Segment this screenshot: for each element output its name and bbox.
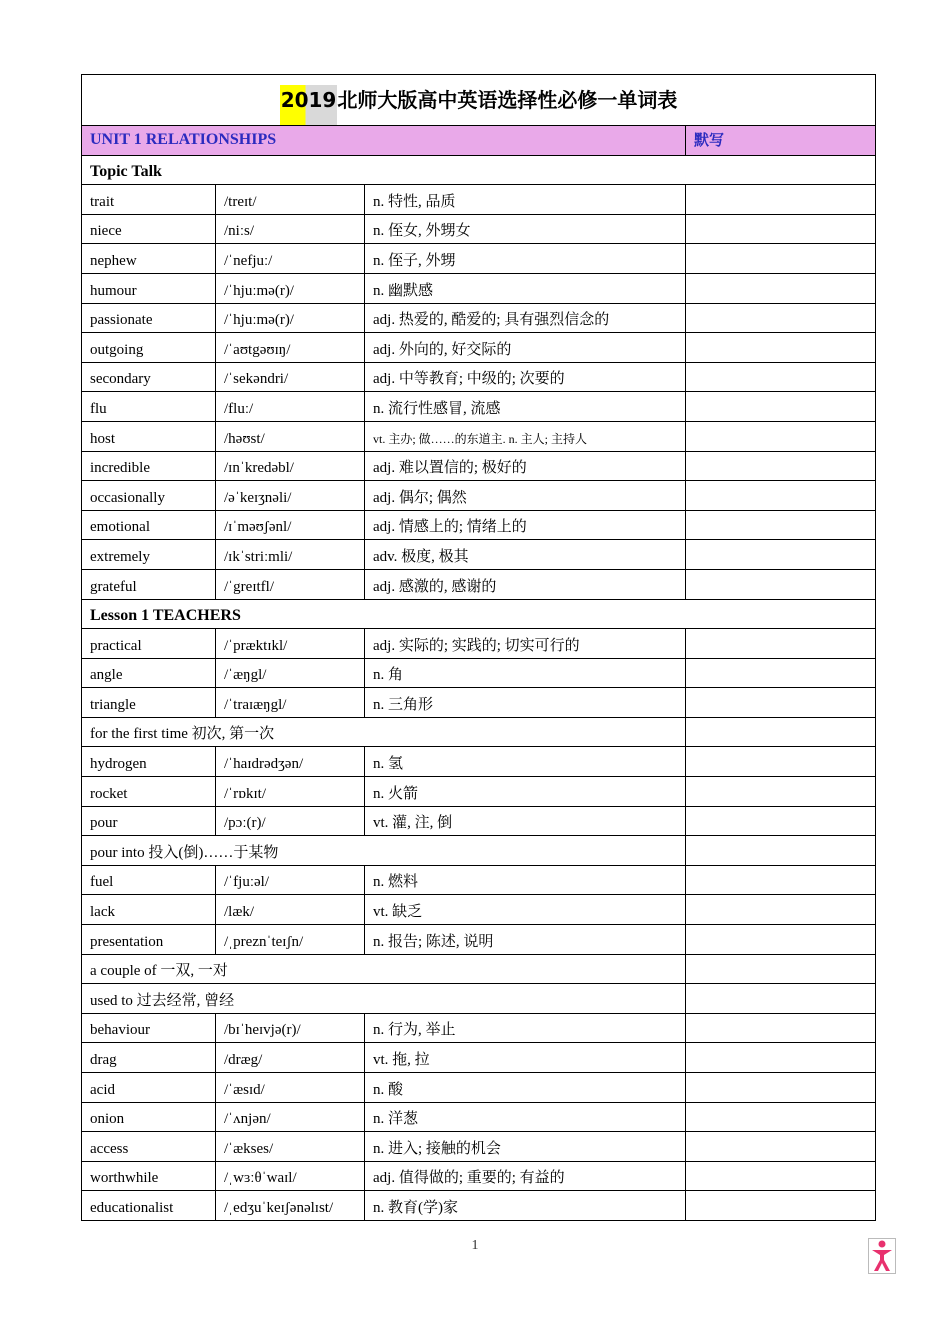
dictation-cell[interactable] (686, 688, 876, 718)
phonetic-cell: /ˈsekəndri/ (216, 362, 365, 392)
word-row (82, 451, 876, 481)
phonetic-cell: /læk/ (216, 895, 365, 925)
meaning-cell: n. 报告; 陈述, 说明 (365, 925, 686, 955)
meaning-cell: n. 酸 (365, 1073, 686, 1103)
phonetic-cell: /niːs/ (216, 214, 365, 244)
section-title: Lesson 1 TEACHERS (82, 599, 876, 629)
phonetic-cell: /əˈkeɪʒnəli/ (216, 481, 365, 511)
word-cell: practical (82, 629, 216, 659)
word-cell: emotional (82, 510, 216, 540)
meaning-cell: n. 特性, 品质 (365, 185, 686, 215)
phonetic-cell: /treɪt/ (216, 185, 365, 215)
meaning-cell: adj. 偶尔; 偶然 (365, 481, 686, 511)
word-row (82, 333, 876, 363)
phonetic-cell: /ˈnefjuː/ (216, 244, 365, 274)
word-row (82, 1191, 876, 1221)
meaning-cell: n. 侄子, 外甥 (365, 244, 686, 274)
phonetic-cell: /pɔː(r)/ (216, 806, 365, 836)
meaning-cell: n. 侄女, 外甥女 (365, 214, 686, 244)
dictation-cell[interactable] (686, 421, 876, 451)
word-cell: incredible (82, 451, 216, 481)
phonetic-cell: /ˌedʒuˈkeɪʃənəlɪst/ (216, 1191, 365, 1221)
phonetic-cell: /ɪnˈkredəbl/ (216, 451, 365, 481)
phonetic-cell: /bɪˈheɪvjə(r)/ (216, 1013, 365, 1043)
dictation-cell[interactable] (686, 273, 876, 303)
phonetic-cell: /ɪkˈstriːmli/ (216, 540, 365, 570)
dictation-cell[interactable] (686, 925, 876, 955)
word-row (82, 629, 876, 659)
word-row (82, 777, 876, 807)
dictation-cell[interactable] (686, 569, 876, 599)
dictation-cell[interactable] (686, 1191, 876, 1221)
phrase-text: a couple of 一双, 一对 (82, 954, 686, 984)
title-row (82, 75, 876, 126)
vocabulary-table (81, 74, 876, 1221)
word-cell: access (82, 1132, 216, 1162)
phonetic-cell: /ˌpreznˈteɪʃn/ (216, 925, 365, 955)
meaning-cell: n. 三角形 (365, 688, 686, 718)
word-row (82, 362, 876, 392)
word-cell: rocket (82, 777, 216, 807)
phonetic-cell: /ˈhaɪdrədʒən/ (216, 747, 365, 777)
dictation-cell[interactable] (686, 1013, 876, 1043)
dictation-cell[interactable] (686, 1043, 876, 1073)
word-cell: worthwhile (82, 1161, 216, 1191)
meaning-cell: adj. 中等教育; 中级的; 次要的 (365, 362, 686, 392)
word-cell: host (82, 421, 216, 451)
page-number: 1 (471, 1238, 479, 1253)
meaning-cell: vt. 主办; 做……的东道主. n. 主人; 主持人 (365, 421, 686, 451)
dictation-cell[interactable] (686, 1102, 876, 1132)
phonetic-cell: /ˈækses/ (216, 1132, 365, 1162)
section-title: Topic Talk (82, 155, 876, 185)
meaning-cell: n. 氢 (365, 747, 686, 777)
meaning-cell: n. 燃料 (365, 865, 686, 895)
phonetic-cell: /dræg/ (216, 1043, 365, 1073)
meaning-cell: adv. 极度, 极其 (365, 540, 686, 570)
word-cell: extremely (82, 540, 216, 570)
word-row (82, 303, 876, 333)
meaning-cell: adj. 实际的; 实践的; 切实可行的 (365, 629, 686, 659)
dictation-cell[interactable] (686, 1161, 876, 1191)
phrase-text: pour into 投入(倒)……于某物 (82, 836, 686, 866)
dictation-cell[interactable] (686, 540, 876, 570)
dictation-cell[interactable] (686, 451, 876, 481)
dictation-cell[interactable] (686, 481, 876, 511)
meaning-cell: adj. 难以置信的; 极好的 (365, 451, 686, 481)
phonetic-cell: /ˈaʊtgəʊɪŋ/ (216, 333, 365, 363)
dictation-cell[interactable] (686, 747, 876, 777)
word-row (82, 865, 876, 895)
dictation-cell[interactable] (686, 777, 876, 807)
word-cell: trait (82, 185, 216, 215)
phrase-text: used to 过去经常, 曾经 (82, 984, 686, 1014)
word-row (82, 1013, 876, 1043)
phonetic-cell: /həʊst/ (216, 421, 365, 451)
word-cell: pour (82, 806, 216, 836)
person-logo-icon (868, 1238, 896, 1274)
phonetic-cell: /ˌwɜːθˈwaɪl/ (216, 1161, 365, 1191)
word-cell: angle (82, 658, 216, 688)
word-cell: onion (82, 1102, 216, 1132)
title-text: 北师大版高中英语选择性必修一单词表 (337, 88, 678, 112)
meaning-cell: adj. 值得做的; 重要的; 有益的 (365, 1161, 686, 1191)
word-cell: nephew (82, 244, 216, 274)
word-row (82, 658, 876, 688)
meaning-cell: adj. 外向的, 好交际的 (365, 333, 686, 363)
word-cell: behaviour (82, 1013, 216, 1043)
unit-name: UNIT 1 RELATIONSHIPS (82, 126, 686, 156)
meaning-cell: n. 洋葱 (365, 1102, 686, 1132)
meaning-cell: adj. 情感上的; 情绪上的 (365, 510, 686, 540)
word-cell: triangle (82, 688, 216, 718)
dictation-cell[interactable] (686, 865, 876, 895)
phrase-text: for the first time 初次, 第一次 (82, 717, 686, 747)
word-row (82, 481, 876, 511)
meaning-cell: n. 流行性感冒, 流感 (365, 392, 686, 422)
phrase-row (82, 717, 876, 747)
word-cell: fuel (82, 865, 216, 895)
phonetic-cell: /ˈgreɪtfl/ (216, 569, 365, 599)
word-row (82, 273, 876, 303)
meaning-cell: adj. 热爱的, 酷爱的; 具有强烈信念的 (365, 303, 686, 333)
word-row (82, 185, 876, 215)
dictation-cell[interactable] (686, 214, 876, 244)
word-row (82, 1043, 876, 1073)
word-row (82, 925, 876, 955)
meaning-cell: vt. 缺乏 (365, 895, 686, 925)
meaning-cell: adj. 感激的, 感谢的 (365, 569, 686, 599)
dictation-cell[interactable] (686, 1132, 876, 1162)
phonetic-cell: /ˈtraɪæŋgl/ (216, 688, 365, 718)
unit-header-row (82, 126, 876, 156)
meaning-cell: n. 火箭 (365, 777, 686, 807)
phrase-row (82, 836, 876, 866)
dictation-cell[interactable] (686, 984, 876, 1014)
word-row (82, 244, 876, 274)
dictation-cell[interactable] (686, 185, 876, 215)
phonetic-cell: /ˈʌnjən/ (216, 1102, 365, 1132)
word-cell: occasionally (82, 481, 216, 511)
word-row (82, 747, 876, 777)
word-row (82, 688, 876, 718)
dictation-cell[interactable] (686, 717, 876, 747)
word-row (82, 1102, 876, 1132)
word-cell: secondary (82, 362, 216, 392)
page-title (82, 75, 876, 126)
dictation-header: 默写 (686, 126, 876, 156)
word-row (82, 214, 876, 244)
word-cell: outgoing (82, 333, 216, 363)
dictation-cell[interactable] (686, 333, 876, 363)
word-cell: niece (82, 214, 216, 244)
word-row (82, 1132, 876, 1162)
meaning-cell: n. 行为, 举止 (365, 1013, 686, 1043)
dictation-cell[interactable] (686, 954, 876, 984)
word-cell: grateful (82, 569, 216, 599)
phonetic-cell: /ˈrɒkɪt/ (216, 777, 365, 807)
title-year: 2019 (280, 88, 337, 112)
phonetic-cell: /ˈæsɪd/ (216, 1073, 365, 1103)
dictation-cell[interactable] (686, 362, 876, 392)
section-row (82, 599, 876, 629)
dictation-cell[interactable] (686, 629, 876, 659)
word-row (82, 895, 876, 925)
word-row (82, 1073, 876, 1103)
meaning-cell: n. 幽默感 (365, 273, 686, 303)
word-row (82, 540, 876, 570)
word-cell: lack (82, 895, 216, 925)
phonetic-cell: /ˈæŋgl/ (216, 658, 365, 688)
dictation-cell[interactable] (686, 836, 876, 866)
phonetic-cell: /ɪˈməʊʃənl/ (216, 510, 365, 540)
word-cell: educationalist (82, 1191, 216, 1221)
dictation-cell[interactable] (686, 510, 876, 540)
word-cell: drag (82, 1043, 216, 1073)
phonetic-cell: /ˈpræktɪkl/ (216, 629, 365, 659)
word-row (82, 569, 876, 599)
word-row (82, 421, 876, 451)
dictation-cell[interactable] (686, 244, 876, 274)
section-row (82, 155, 876, 185)
word-row (82, 1161, 876, 1191)
word-cell: flu (82, 392, 216, 422)
meaning-cell: vt. 拖, 拉 (365, 1043, 686, 1073)
word-cell: presentation (82, 925, 216, 955)
meaning-cell: vt. 灌, 注, 倒 (365, 806, 686, 836)
phonetic-cell: /ˈhjuːmə(r)/ (216, 273, 365, 303)
dictation-cell[interactable] (686, 895, 876, 925)
phrase-row (82, 954, 876, 984)
meaning-cell: n. 进入; 接触的机会 (365, 1132, 686, 1162)
phonetic-cell: /fluː/ (216, 392, 365, 422)
dictation-cell[interactable] (686, 303, 876, 333)
word-row (82, 806, 876, 836)
meaning-cell: n. 教育(学)家 (365, 1191, 686, 1221)
dictation-cell[interactable] (686, 806, 876, 836)
word-cell: acid (82, 1073, 216, 1103)
phonetic-cell: /ˈfjuːəl/ (216, 865, 365, 895)
word-row (82, 392, 876, 422)
meaning-cell: n. 角 (365, 658, 686, 688)
dictation-cell[interactable] (686, 658, 876, 688)
dictation-cell[interactable] (686, 1073, 876, 1103)
phrase-row (82, 984, 876, 1014)
word-cell: humour (82, 273, 216, 303)
phonetic-cell: /ˈhjuːmə(r)/ (216, 303, 365, 333)
word-cell: hydrogen (82, 747, 216, 777)
word-row (82, 510, 876, 540)
word-cell: passionate (82, 303, 216, 333)
dictation-cell[interactable] (686, 392, 876, 422)
